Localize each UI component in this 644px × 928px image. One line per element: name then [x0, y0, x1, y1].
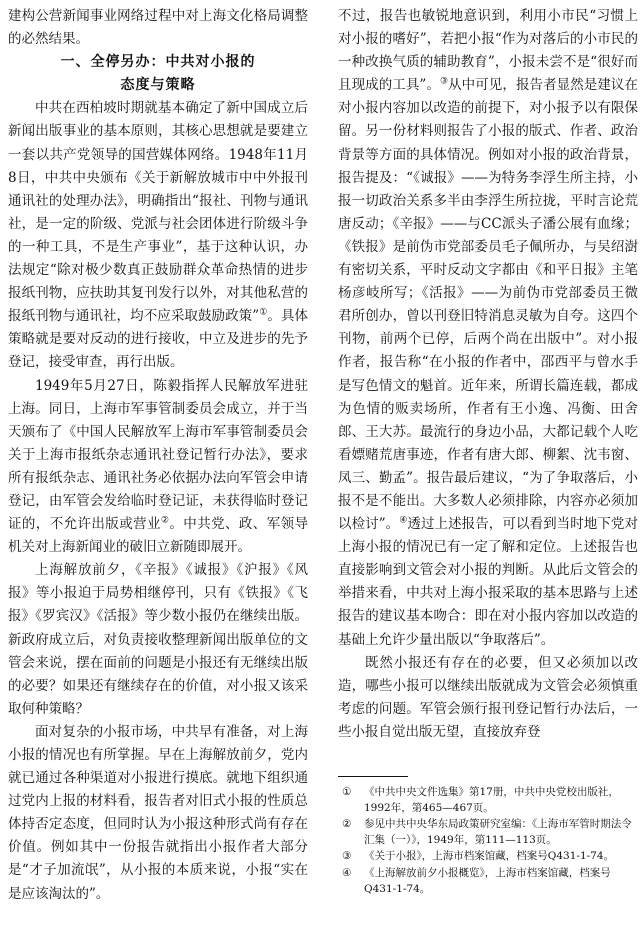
body-paragraph [8, 97, 308, 374]
footnote-text: 《上海解放前夕小报概览》，上海市档案馆藏，档案号Q431-1-74。 [364, 866, 611, 895]
footnote-divider [338, 776, 408, 777]
paragraph-text: 1949年5月27日，陈毅指挥人民解放军进驻上海。同日，上海市军事管制委员会成立，并于当天颁布了《中国人民解放军上海市军事管制委员会关于上海市报纸杂志通讯社登记暂行办法》，要求所有报纸杂志、通讯社务必依据办法向军管会申请登记，由军管会发给临时登记证，未获得临时登记证的，不允许出版或营业 [8, 377, 308, 533]
footnote-text: 参见中共中央华东局政策研究室编：《上海市军管时期法令汇集（一）》，1949年，第111—113页。 [364, 818, 632, 846]
footnote [338, 785, 638, 816]
body-paragraph [338, 5, 638, 652]
footnote-ref: ① [259, 307, 268, 318]
footnote-number: ④ [342, 866, 352, 879]
paragraph-text: 。具体策略就是要对反动的进行接收，中立及进步的先予登记，接受审查，再行出版。 [8, 308, 309, 371]
paragraph-text: 中共在西柏坡时期就基本确定了新中国成立后新闻出版事业的基本原则，其核心思想就是要建立一套以共产党领导的国营媒体网络。1948年11月8日，中共中央颁布《关于新解放城市中中外报刊通讯社的处理办法》，明确指出“报社、刊物与通讯社，是一定的阶级、党派与社会团体进行阶级斗争的一种工具，不是生产事业”，基于这种认识，办法规定“除对极少数真正鼓励群众革命热情的进步报纸刊物，应扶助其复刊发行以外，对其他私营的报纸刊物与通讯社，均不应采取鼓励政策” [8, 100, 308, 325]
paragraph-text: 透过上述报告，可以看到当时地下党对上海小报的情况已有一定了解和定位。上述报告也直接影响到文管会对小报的判断。从此后文管会的举措来看，中共对上海小报采取的基本思路与上述报告的建议基本吻合：即在对小报内容加以改造的基础上允许少量出版以“争取落后”。 [338, 516, 638, 648]
footnote-ref: ② [160, 515, 170, 526]
intro-paragraph: 建构公营新闻事业网络过程中对上海文化格局调整的必然结果。 [8, 8, 308, 48]
footnote-number: ② [342, 818, 352, 831]
paragraph-text: 不过，报告也敏锐地意识到，利用小市民“习惯上对小报的嗜好”，若把小报“作为对落后的小市民的一种改换气质的辅助教育”，小报未尝不是“很好而且现成的工具”。 [338, 8, 638, 94]
section-heading [8, 51, 308, 97]
footnote-ref: ③ [439, 76, 449, 87]
body-paragraph: 面对复杂的小报市场，中共早有准备，对上海小报的情况也有所掌握。早在上海解放前夕，党内就已通过各种渠道对小报进行摸底。就地下组织通过党内上报的材料看，报告者对旧式小报的性质总体持否定态度，但同时认为小报这种形式尚有存在价值。例如其中一份报告就指出小报作者大部分是“才子加流氓”，从小报的本质来说，小报“实在是应该淘汰的”。 [8, 723, 308, 902]
paragraph-text: 从中可见，报告者显然是建议在对小报内容加以改造的前提下，对小报予以有限保留。另一份材料则报告了小报的版式、作者、政治背景等方面的具体情况。例如对小报的政治背景，报告提及：“《诚报》——为特务李浮生所主持，小报一切政治关系多半由李浮生所拉拢，平时言论荒唐反动；《辛报》——与CC派头子潘公展有血缘；《铁报》是前伪市党部委员毛子佩所办，与吴绍澍有密切关系，平时反动文字都由《和平日报》主笔杨彦岐所写；《活报》——为前伪市党部委员王微君所创办，曾以刊登旧特消息灵敏为自夸。这四个刊物，前两个已停，后两个尚在出版中”。对小报作者，报告称“在小报的作者中，邵西平与曾水手是写色情文的魁首。近年来，所谓长篇连载，都成为色情的贩卖场所，作者有王小逸、冯衡、田舍郎、王大苏。最流行的身边小品，大都记载个人吃看嫖赌荒唐事迹，作者有唐大郎、柳絮、沈韦窗、凤三、勤孟”。报告最后建议，“为了争取落后，小报不是不能出。大多数人必须排除，内容亦必须加以检讨”。 [338, 77, 638, 533]
footnote-ref: ④ [399, 515, 408, 526]
right-column [338, 5, 638, 744]
footnote-text: 《中共中央文件选集》第17册，中共中央党校出版社，1992年，第465—467页。 [364, 786, 619, 814]
footnotes [338, 776, 638, 898]
paragraph-text: 。中共党、政、军领导机关对上海新闻业的破旧立新随即展开。 [8, 516, 309, 556]
footnote [338, 817, 638, 848]
section-heading-line2: 态度与策略 [120, 77, 196, 94]
section-heading-line1: 一、全停另办：中共对小报的 [60, 54, 256, 71]
footnote-text: 《关于小报》，上海市档案馆藏，档案号Q431-1-74。 [364, 850, 615, 863]
footnote-number: ③ [342, 850, 352, 863]
footnote [338, 849, 638, 865]
body-paragraph: 既然小报还有存在的必要，但又必须加以改造，哪些小报可以继续出版就成为文管会必须慎重考虑的问题。军管会颁行报刊登记暂行办法后，一些小报自觉出版无望，直接放弃登 [338, 654, 638, 740]
left-column [8, 5, 308, 906]
body-paragraph [8, 375, 308, 560]
footnote [338, 866, 638, 897]
footnote-number: ① [342, 786, 352, 798]
body-paragraph: 上海解放前夕，《辛报》《诚报》《沪报》《风报》等小报迫于局势相继停刊，只有《铁报》《飞报》《罗宾汉》《活报》等少数小报仍在继续出版。新政府成立后，对负责接收整理新闻出版单位的文管会来说，摆在面前的问题是小报还有无继续出版的必要？如果还有继续存在的价值，对小报又该采取何种策略？ [8, 562, 308, 717]
